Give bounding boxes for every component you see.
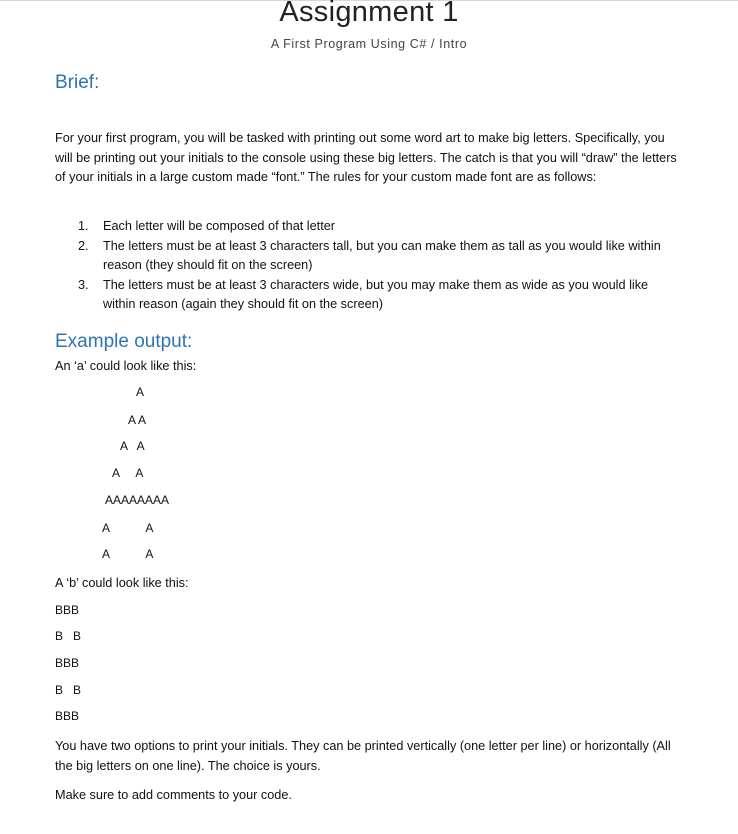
rule-number: 1.	[78, 219, 89, 233]
b-art-line: BBB	[55, 656, 80, 670]
rule-item	[78, 237, 678, 276]
a-art-line: A A	[102, 521, 154, 535]
a-art-line: A	[136, 385, 145, 399]
document-subtitle: A First Program Using C# / Intro	[270, 37, 468, 51]
b-caption: A ‘b’ could look like this:	[55, 576, 189, 590]
brief-heading: Brief:	[55, 72, 100, 93]
b-art-line: BBB	[55, 709, 80, 723]
document-title: Assignment 1	[279, 0, 459, 28]
brief-paragraph: For your first program, you will be tasked with printing out some word art to make big letters. Specifically, you will be printing out your initials to the console using these big letters. The catch is that you will “draw” the letters of your initials in a large custom made “font.” The rules for your custom made font are as follows:	[55, 131, 677, 184]
a-art-line: A A	[112, 466, 144, 480]
rule-item	[78, 276, 678, 315]
rule-item	[78, 217, 678, 237]
a-art-line: A A	[120, 439, 145, 453]
rule-number: 3.	[78, 277, 89, 292]
a-art-line: A A	[128, 413, 147, 427]
b-art-line: B B	[55, 683, 82, 697]
a-caption: An ‘a’ could look like this:	[55, 359, 197, 373]
a-art-line: AAAAAAAA	[105, 493, 170, 507]
comments-paragraph: Make sure to add comments to your code.	[55, 788, 292, 802]
a-art-line: A A	[102, 547, 154, 561]
b-art-line: B B	[55, 629, 82, 643]
options-paragraph: You have two options to print your initials. They can be printed vertically (one letter per line) or horizontally (All the big letters on one line). The choice is yours.	[55, 739, 671, 773]
b-art-line: BBB	[55, 603, 80, 617]
rule-text: The letters must be at least 3 characters wide, but you may make them as wide as you would like within reason (again they should fit on the screen)	[103, 277, 649, 311]
rule-text: Each letter will be composed of that letter	[103, 219, 336, 233]
rule-number: 2.	[78, 238, 89, 253]
rules-list	[78, 217, 678, 315]
rule-text: The letters must be at least 3 characters tall, but you can make them as tall as you would like within reason (they should fit on the screen)	[103, 238, 661, 272]
example-heading: Example output:	[55, 331, 193, 352]
